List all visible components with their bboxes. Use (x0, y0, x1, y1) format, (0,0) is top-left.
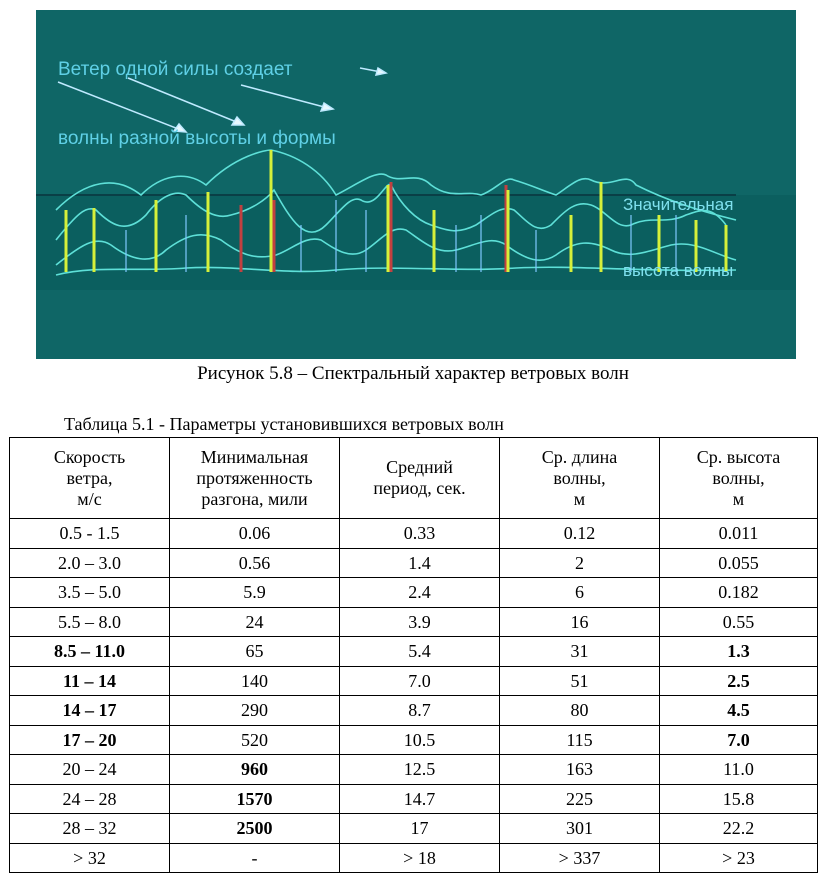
table-cell: 5.5 – 8.0 (10, 607, 170, 637)
table-row (10, 578, 818, 608)
table-cell: 5.9 (170, 578, 340, 608)
figure-headline-line: Ветер одной силы создает (58, 59, 293, 80)
table-cell: > 32 (10, 843, 170, 873)
table-cell: 11.0 (660, 755, 818, 785)
figure-caption: Рисунок 5.8 – Спектральный характер ветровых волн (197, 363, 629, 384)
table-cell: 301 (500, 814, 660, 844)
significant-height-label (623, 150, 733, 326)
table-cell: 2.0 – 3.0 (10, 548, 170, 578)
table-cell: 0.55 (660, 607, 818, 637)
table-cell: 2 (500, 548, 660, 578)
table-cell: 16 (500, 607, 660, 637)
table-cell: 24 – 28 (10, 784, 170, 814)
table-row (10, 637, 818, 667)
table-cell: 7.0 (340, 666, 500, 696)
header-line: Ср. длина (541, 446, 618, 467)
header-line: период, сек. (373, 478, 466, 498)
header-line: Скорость (53, 446, 126, 467)
table-cell: 1570 (170, 784, 340, 814)
table-row (10, 814, 818, 844)
header-line: м/с (77, 488, 102, 509)
header-line: протяженность (196, 467, 313, 488)
table-cell: 51 (500, 666, 660, 696)
table-row (10, 696, 818, 726)
table-cell: 17 – 20 (10, 725, 170, 755)
table-row (10, 784, 818, 814)
header-wind-speed (10, 438, 170, 519)
table-cell: 8.7 (340, 696, 500, 726)
table-cell: 28 – 32 (10, 814, 170, 844)
table-cell: 520 (170, 725, 340, 755)
significant-height-definition (70, 313, 516, 359)
table-cell: 3.9 (340, 607, 500, 637)
table-cell: 14 – 17 (10, 696, 170, 726)
table-cell: 80 (500, 696, 660, 726)
table-body (10, 519, 818, 873)
table-cell: 0.06 (170, 519, 340, 549)
header-line: Ср. высота (696, 446, 781, 467)
table-cell: 0.011 (660, 519, 818, 549)
table-cell: 2500 (170, 814, 340, 844)
table-cell: 290 (170, 696, 340, 726)
table-cell: 960 (170, 755, 340, 785)
header-min-fetch (170, 438, 340, 519)
significant-height-label-line: высота волны (623, 261, 734, 280)
table-cell: 12.5 (340, 755, 500, 785)
table-cell: 8.5 – 11.0 (10, 637, 170, 667)
table-cell: 0.5 - 1.5 (10, 519, 170, 549)
table-title: Таблица 5.1 - Параметры установившихся ветровых волн (64, 414, 504, 434)
header-line: разгона, мили (201, 488, 308, 509)
header-line: м (732, 488, 745, 509)
table-row (10, 725, 818, 755)
table-cell: 1.4 (340, 548, 500, 578)
table-cell: 0.055 (660, 548, 818, 578)
table-cell: > 23 (660, 843, 818, 873)
table-cell: 14.7 (340, 784, 500, 814)
table-cell: 0.182 (660, 578, 818, 608)
table-cell: - (170, 843, 340, 873)
table-cell: 0.12 (500, 519, 660, 549)
table-cell: 11 – 14 (10, 666, 170, 696)
table-cell: 22.2 (660, 814, 818, 844)
table-header-row (10, 438, 818, 519)
table-cell: 65 (170, 637, 340, 667)
table-cell: > 18 (340, 843, 500, 873)
header-line: волны, (553, 467, 606, 488)
table-row (10, 548, 818, 578)
table-cell: 0.33 (340, 519, 500, 549)
header-mean-period (340, 438, 500, 519)
table-cell: 115 (500, 725, 660, 755)
definition-line (70, 357, 516, 359)
table-cell: 24 (170, 607, 340, 637)
header-line: волны, (712, 467, 765, 488)
header-line: м (573, 488, 586, 509)
table-row (10, 843, 818, 873)
header-line: ветра, (66, 467, 113, 488)
table-row (10, 666, 818, 696)
significant-height-label-line: Значительная (623, 195, 734, 214)
header-mean-wavelength (500, 438, 660, 519)
table-row (10, 755, 818, 785)
table-cell: 10.5 (340, 725, 500, 755)
table-cell: 1.3 (660, 637, 818, 667)
table-cell: 17 (340, 814, 500, 844)
table-cell: 4.5 (660, 696, 818, 726)
table-cell: 6 (500, 578, 660, 608)
table-cell: 163 (500, 755, 660, 785)
table-cell: 2.5 (660, 666, 818, 696)
table-cell: 140 (170, 666, 340, 696)
table-cell: 225 (500, 784, 660, 814)
header-line: Минимальная (200, 446, 309, 467)
header-mean-height (660, 438, 818, 519)
table-cell: 15.8 (660, 784, 818, 814)
table-cell: > 337 (500, 843, 660, 873)
table-cell: 2.4 (340, 578, 500, 608)
wave-figure (36, 10, 796, 359)
figure-headline (58, 12, 336, 196)
wave-parameters-table (9, 437, 818, 873)
table-row (10, 519, 818, 549)
table-cell: 3.5 – 5.0 (10, 578, 170, 608)
table-cell: 5.4 (340, 637, 500, 667)
header-line: Средний (386, 457, 453, 477)
figure-headline-line: волны разной высоты и формы (58, 128, 336, 149)
table-cell: 0.56 (170, 548, 340, 578)
table-cell: 20 – 24 (10, 755, 170, 785)
table-cell: 7.0 (660, 725, 818, 755)
table-cell: 31 (500, 637, 660, 667)
table-row (10, 607, 818, 637)
